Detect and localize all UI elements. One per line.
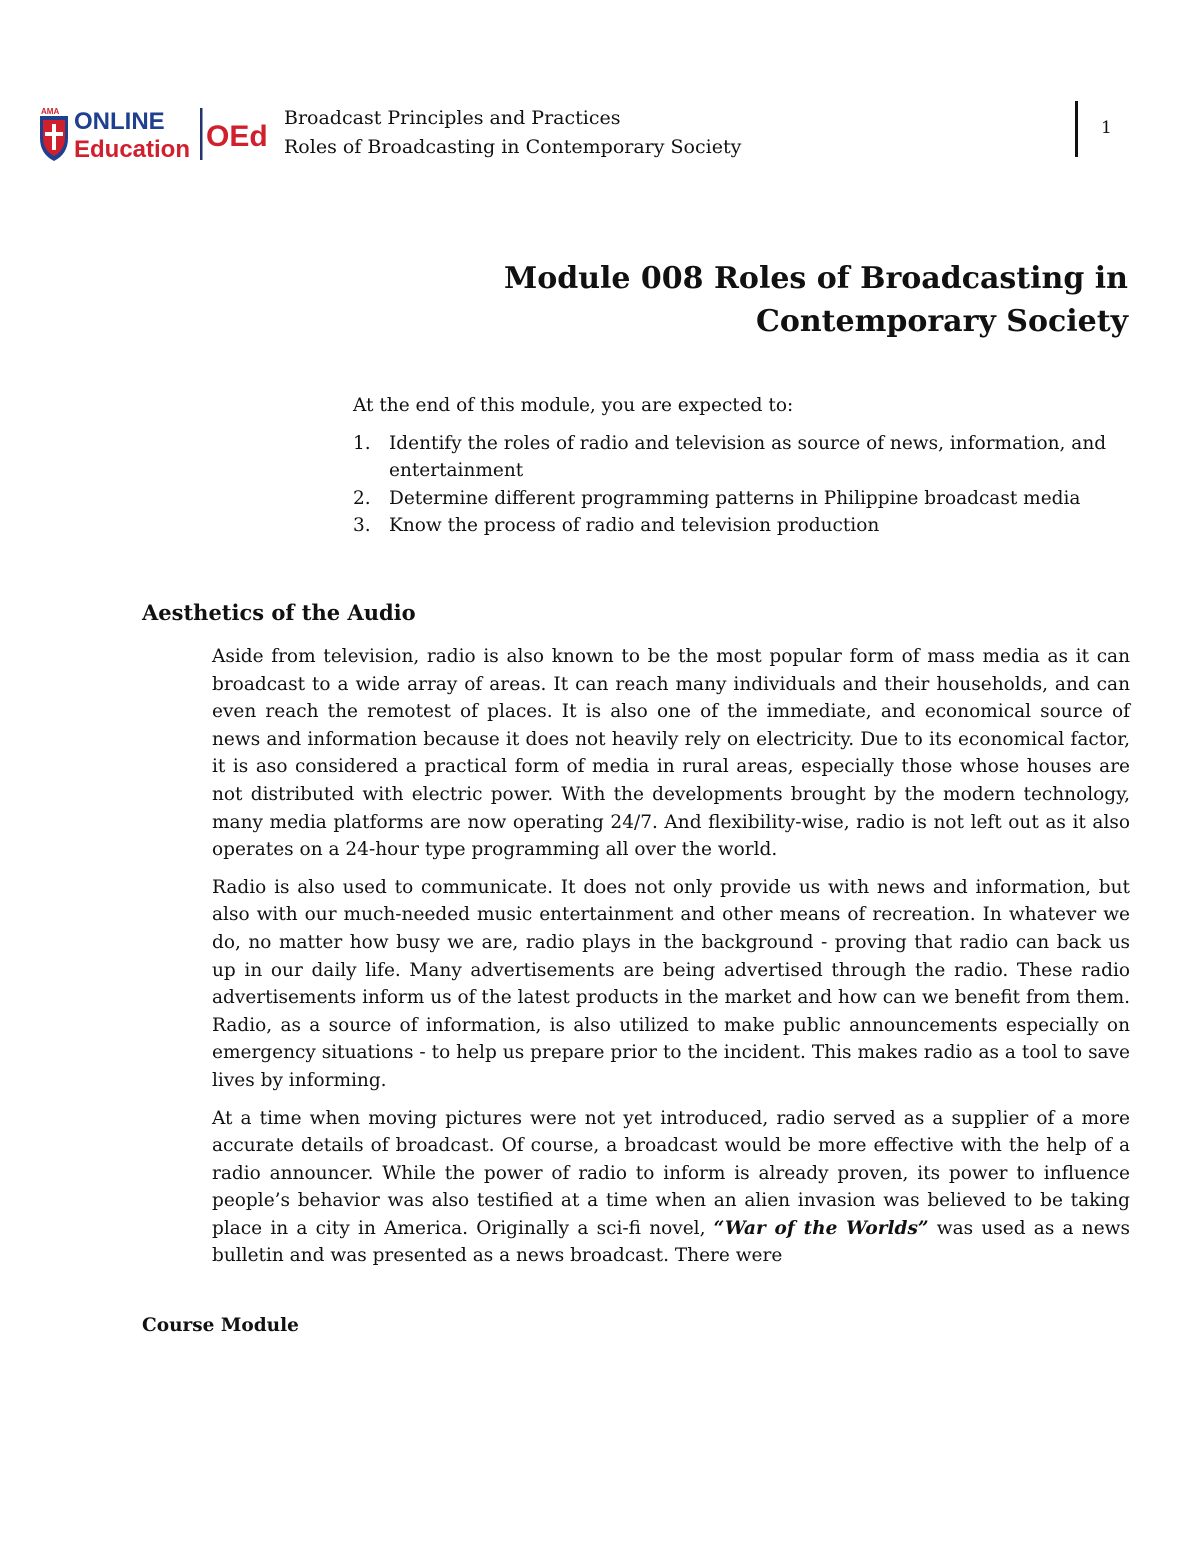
objective-text: Identify the roles of radio and television as source of news, information, and entertainment [389, 432, 1107, 481]
body-paragraph [212, 1105, 1130, 1271]
online-education-logo [38, 104, 270, 164]
logo-word-oed: OEd [206, 120, 268, 153]
objectives-intro: At the end of this module, you are expected to: [353, 395, 794, 416]
logo-word-online: ONLINE [74, 108, 165, 135]
objective-text: Determine different programming patterns in Philippine broadcast media [389, 487, 1081, 509]
header-divider [1075, 101, 1078, 157]
page-number: 1 [1101, 118, 1112, 138]
objective-number: 1. [353, 432, 371, 454]
logo-word-education: Education [74, 136, 191, 163]
logo-badge-text: AMA [41, 107, 60, 116]
body-paragraph: Radio is also used to communicate. It does not only provide us with news and information, but also with our much-needed music entertainment and other means of recreation. In whatever we do, no matter how busy we are, radio plays in the background - proving that radio can back us up in our daily life. Many advertisements are being advertised through the radio. These radio advertisements inform us of the latest products in the market and how can we benefit from them. Radio, as a source of information, is also utilized to make public announcements especially on emergency situations - to help us prepare prior to the incident. This makes radio as a tool to save lives by informing. [212, 876, 1130, 1091]
section-body [212, 643, 1130, 1280]
novel-title: “War of the Worlds” [713, 1217, 929, 1239]
paragraph-text: was used as a news bulletin and was presented as a news broadcast. There were [212, 1217, 1130, 1267]
objectives-list [353, 430, 1131, 540]
body-paragraph: Aside from television, radio is also known to be the most popular form of mass media as it can broadcast to a wide array of areas. It can reach many individuals and their households, and can even reach the remotest of places. It is also one of the immediate, and economical source of news and information because it does not heavily rely on electricity. Due to its economical factor, it is aso considered a practical form of media in rural areas, especially those whose houses are not distributed with electric power. With the developments brought by the modern technology, many media platforms are now operating 24/7. And flexibility-wise, radio is not left out as it also operates on a 24-hour type programming all over the world. [212, 646, 1130, 861]
section-heading: Aesthetics of the Audio [142, 600, 416, 625]
learning-objectives [353, 392, 1131, 540]
objective-number: 3. [353, 515, 371, 536]
course-topic: Roles of Broadcasting in Contemporary Society [284, 136, 742, 158]
shield-cross-vertical [52, 124, 56, 150]
logo-graphic [38, 104, 270, 164]
footer-label: Course Module [142, 1315, 299, 1336]
course-name: Broadcast Principles and Practices [284, 107, 621, 129]
objective-item [353, 485, 1131, 513]
running-header [284, 104, 741, 162]
module-title [428, 257, 1128, 343]
module-title-line-1: Module 008 Roles of Broadcasting in [504, 261, 1128, 296]
objective-item [353, 512, 1131, 540]
objective-number: 2. [353, 487, 371, 509]
objective-item [353, 430, 1131, 485]
shield-cross-horizontal [45, 132, 63, 136]
paragraph-text: At a time when moving pictures were not yet introduced, radio served as a supplier of a more accurate details of broadcast. Of course, a broadcast would be more effective with the help of a radio announcer. While the power of radio to inform is already proven, its power to influence people’s behavior was also testified at a time when an alien invasion was believed to be taking place in a city in America. Originally a sci-fi novel, [212, 1107, 1130, 1239]
module-title-line-2: Contemporary Society [755, 304, 1128, 339]
logo-divider [200, 108, 203, 160]
objective-text: Know the process of radio and television production [389, 515, 880, 536]
